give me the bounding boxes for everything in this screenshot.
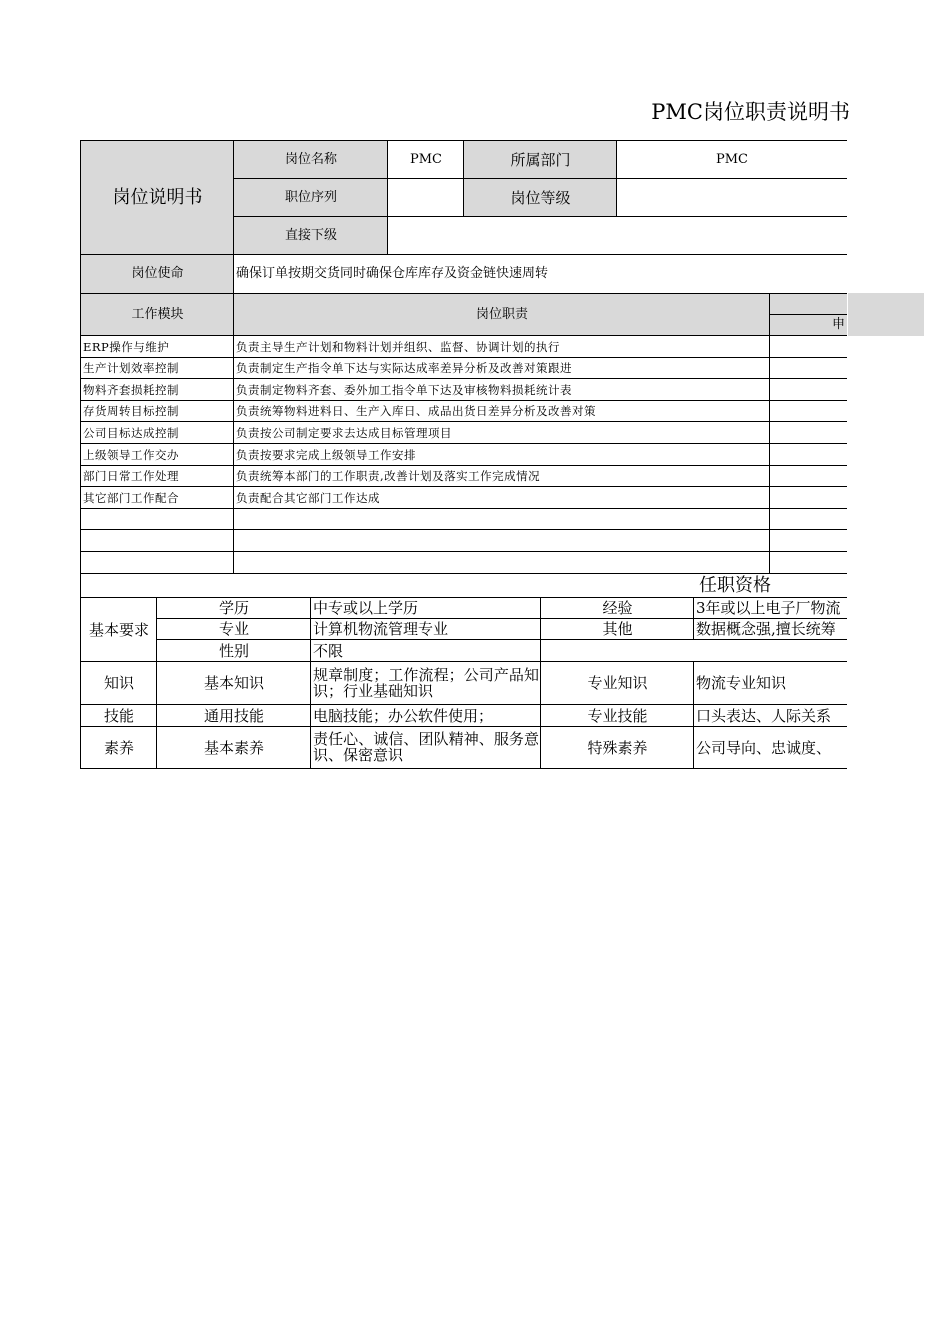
pro-knowledge-label: 专业知识 [540, 661, 694, 705]
major-label: 专业 [156, 618, 311, 640]
duty-text-cell [233, 551, 770, 574]
duty-text-cell: 负责按要求完成上级领导工作安排 [233, 443, 770, 466]
duty-text-cell: 负责统筹本部门的工作职责,改善计划及落实工作完成情况 [233, 465, 770, 487]
gender-value: 不限 [310, 639, 541, 662]
department-label: 所属部门 [463, 140, 617, 179]
experience-label: 经验 [540, 597, 694, 619]
partial-header: 申 [769, 314, 847, 336]
basic-knowledge-label: 基本知识 [156, 661, 311, 705]
duty-extra-cell [769, 551, 847, 574]
basic-knowledge-value: 规章制度；工作流程；公司产品知识；行业基础知识 [310, 661, 541, 705]
duty-extra-cell [769, 357, 847, 379]
document-title: PMC岗位职责说明书 [651, 100, 850, 124]
duty-module-cell: 生产计划效率控制 [80, 357, 234, 379]
duty-text-cell: 负责按公司制定要求去达成目标管理项目 [233, 421, 770, 444]
duty-extra-cell [769, 529, 847, 552]
knowledge-label: 知识 [80, 661, 157, 705]
mission-value: 确保订单按期交货同时确保仓库库存及资金链快速周转 [233, 254, 847, 294]
gender-extra [540, 639, 847, 662]
duty-module-cell: 公司目标达成控制 [80, 421, 234, 444]
partial-header-top [769, 293, 847, 315]
duty-extra-cell [769, 335, 847, 358]
duty-module-cell: 上级领导工作交办 [80, 443, 234, 466]
basic-quality-label: 基本素养 [156, 726, 311, 769]
duty-text-cell: 负责统筹物料进料日、生产入库日、成品出货日差异分析及改善对策 [233, 400, 770, 422]
duty-module-cell: 部门日常工作处理 [80, 465, 234, 487]
gender-label: 性别 [156, 639, 311, 662]
general-skill-value: 电脑技能；办公软件使用； [310, 704, 541, 727]
duty-module-cell [80, 551, 234, 574]
pro-skill-value: 口头表达、人际关系 [693, 704, 847, 727]
mission-label: 岗位使命 [80, 254, 234, 294]
special-quality-label: 特殊素养 [540, 726, 694, 769]
duty-extra-cell [769, 421, 847, 444]
quality-label: 素养 [80, 726, 157, 769]
duty-module-cell [80, 529, 234, 552]
experience-value: 3年或以上电子厂物流 [693, 597, 847, 619]
duty-extra-cell [769, 486, 847, 509]
basic-quality-value: 责任心、诚信、团队精神、服务意识、保密意识 [310, 726, 541, 769]
duty-extra-cell [769, 508, 847, 530]
education-value: 中专或以上学历 [310, 597, 541, 619]
duty-extra-cell [769, 443, 847, 466]
duty-extra-cell [769, 378, 847, 401]
pro-skill-label: 专业技能 [540, 704, 694, 727]
duty-module-cell: 其它部门工作配合 [80, 486, 234, 509]
duty-text-cell: 负责配合其它部门工作达成 [233, 486, 770, 509]
module-header: 工作模块 [80, 293, 234, 336]
position-name-label: 岗位名称 [233, 140, 388, 179]
duty-header: 岗位职责 [233, 293, 770, 336]
duty-text-cell [233, 529, 770, 552]
skill-label: 技能 [80, 704, 157, 727]
department-value: PMC [616, 140, 847, 179]
subordinate-value [387, 216, 847, 255]
duty-extra-cell [769, 465, 847, 487]
major-value: 计算机物流管理专业 [310, 618, 541, 640]
sequence-value [387, 178, 464, 217]
position-name-value: PMC [387, 140, 464, 179]
basic-requirements-label: 基本要求 [80, 597, 157, 662]
education-label: 学历 [156, 597, 311, 619]
grade-value [616, 178, 847, 217]
table-bottom-border [80, 768, 847, 769]
duty-text-cell: 负责制定生产指令单下达与实际达成率差异分析及改善对策跟进 [233, 357, 770, 379]
duty-text-cell: 负责主导生产计划和物料计划并组织、监督、协调计划的执行 [233, 335, 770, 358]
duty-text-cell [233, 508, 770, 530]
duty-extra-cell [769, 400, 847, 422]
duty-module-cell [80, 508, 234, 530]
duty-module-cell: ERP操作与维护 [80, 335, 234, 358]
other-label: 其他 [540, 618, 694, 640]
offsheet-gray-cell [848, 293, 924, 336]
sequence-label: 职位序列 [233, 178, 388, 217]
general-skill-label: 通用技能 [156, 704, 311, 727]
qualification-heading: 任职资格 [80, 573, 847, 598]
subordinate-label: 直接下级 [233, 216, 388, 255]
grade-label: 岗位等级 [463, 178, 617, 217]
doc-label-cell: 岗位说明书 [80, 140, 234, 255]
duty-text-cell: 负责制定物料齐套、委外加工指令单下达及审核物料损耗统计表 [233, 378, 770, 401]
duty-module-cell: 物料齐套损耗控制 [80, 378, 234, 401]
duty-module-cell: 存货周转目标控制 [80, 400, 234, 422]
special-quality-value: 公司导向、忠诚度、 [693, 726, 847, 769]
other-value: 数据概念强,擅长统筹 [693, 618, 847, 640]
pro-knowledge-value: 物流专业知识 [693, 661, 847, 705]
